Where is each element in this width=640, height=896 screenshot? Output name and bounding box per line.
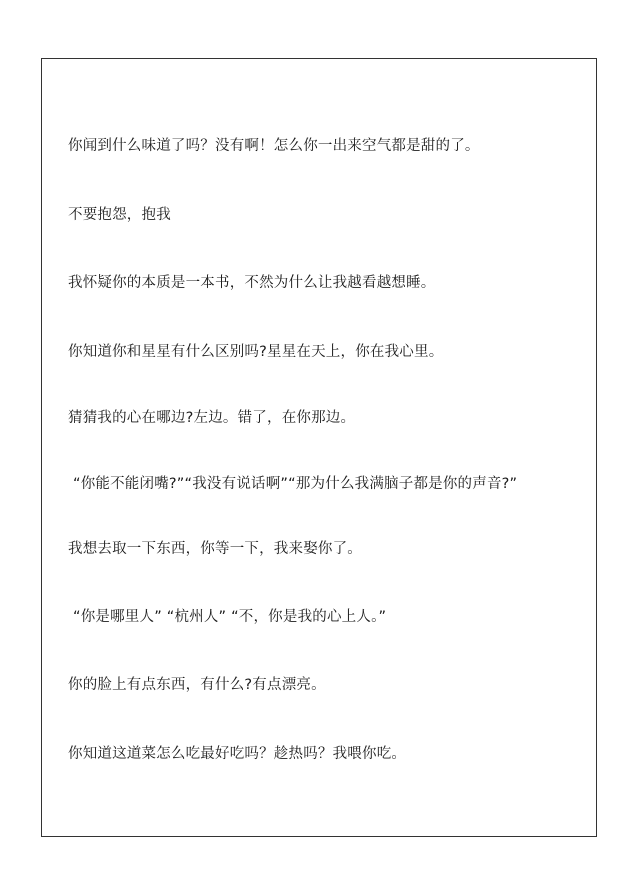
text-line-10: 你知道这道菜怎么吃最好吃吗？趁热吗？我喂你吃。 [68, 746, 407, 762]
text-line-9: 你的脸上有点东西，有什么?有点漂亮。 [68, 677, 326, 693]
text-line-4: 你知道你和星星有什么区别吗?星星在天上，你在我心里。 [68, 344, 444, 360]
text-line-8: “你是哪里人” “杭州人” “不，你是我的心上人。” [73, 609, 387, 625]
text-line-3: 我怀疑你的本质是一本书，不然为什么让我越看越想睡。 [68, 275, 436, 291]
text-line-5: 猜猜我的心在哪边?左边。错了，在你那边。 [68, 410, 356, 426]
text-line-6: “你能不能闭嘴?”“我没有说话啊”“那为什么我满脑子都是你的声音?” [73, 476, 518, 492]
text-line-7: 我想去取一下东西，你等一下，我来娶你了。 [68, 541, 362, 557]
document-page [41, 58, 597, 837]
text-line-2: 不要抱怨，抱我 [68, 207, 171, 223]
text-line-1: 你闻到什么味道了吗？没有啊！怎么你一出来空气都是甜的了。 [68, 138, 480, 154]
